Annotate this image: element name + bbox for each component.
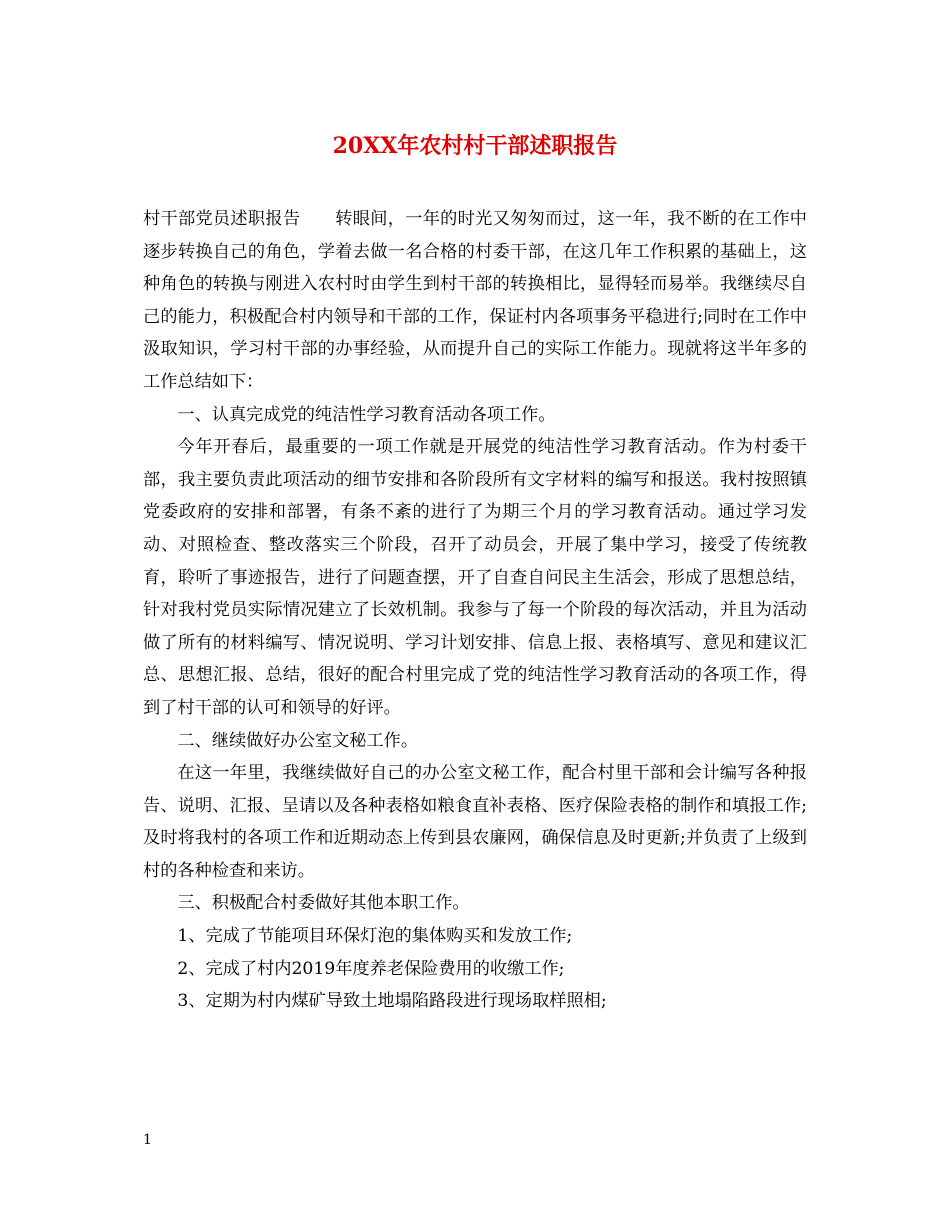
paragraph-intro: 村干部党员述职报告 转眼间，一年的时光又匆匆而过，这一年，我不断的在工作中逐步转换自己的角色，学着去做一名合格的村委干部，在这几年工作积累的基础上，这种角色的转换与刚进入农村时由学生到村干部的转换相比，显得轻而易举。我继续尽自己的能力，积极配合村内领导和干部的工作，保证村内各项事务平稳进行;同时在工作中汲取知识，学习村干部的办事经验，从而提升自己的实际工作能力。现就将这半年多的工作总结如下： <box>143 209 807 392</box>
list-item: 1、完成了节能项目环保灯泡的集体购买和发放工作; <box>177 926 573 947</box>
page-number: 1 <box>143 1132 152 1148</box>
section-heading-1: 一、认真完成党的纯洁性学习教育活动各项工作。 <box>177 404 556 425</box>
list-item: 3、定期为村内煤矿导致土地塌陷路段进行现场取样照相; <box>177 991 607 1012</box>
section-heading-2: 二、继续做好办公室文秘工作。 <box>177 730 419 751</box>
document-title: 20XX年农村村干部述职报告 <box>332 133 618 159</box>
paragraph-section-2: 在这一年里，我继续做好自己的办公室文秘工作，配合村里干部和会计编写各种报告、说明、汇报、呈请以及各种表格如粮食直补表格、医疗保险表格的制作和填报工作;及时将我村的各项工作和近期动态上传到县农廉网，确保信息及时更新;并负责了上级到村的各种检查和来访。 <box>143 763 807 881</box>
section-heading-3: 三、积极配合村委做好其他本职工作。 <box>177 893 470 914</box>
document-body <box>143 203 807 1018</box>
paragraph-section-1: 今年开春后，最重要的一项工作就是开展党的纯洁性学习教育活动。作为村委干部，我主要负责此项活动的细节安排和各阶段所有文字材料的编写和报送。我村按照镇党委政府的安排和部署，有条不紊的进行了为期三个月的学习教育活动。通过学习发动、对照检查、整改落实三个阶段，召开了动员会，开展了集中学习，接受了传统教育，聆听了事迹报告，进行了问题查摆，开了自查自问民主生活会，形成了思想总结，针对我村党员实际情况建立了长效机制。我参与了每一个阶段的每次活动，并且为活动做了所有的材料编写、情况说明、学习计划安排、信息上报、表格填写、意见和建议汇总、思想汇报、总结，很好的配合村里完成了党的纯洁性学习教育活动的各项工作，得到了村干部的认可和领导的好评。 <box>143 437 807 718</box>
list-item: 2、完成了村内2019年度养老保险费用的收缴工作; <box>177 958 565 979</box>
